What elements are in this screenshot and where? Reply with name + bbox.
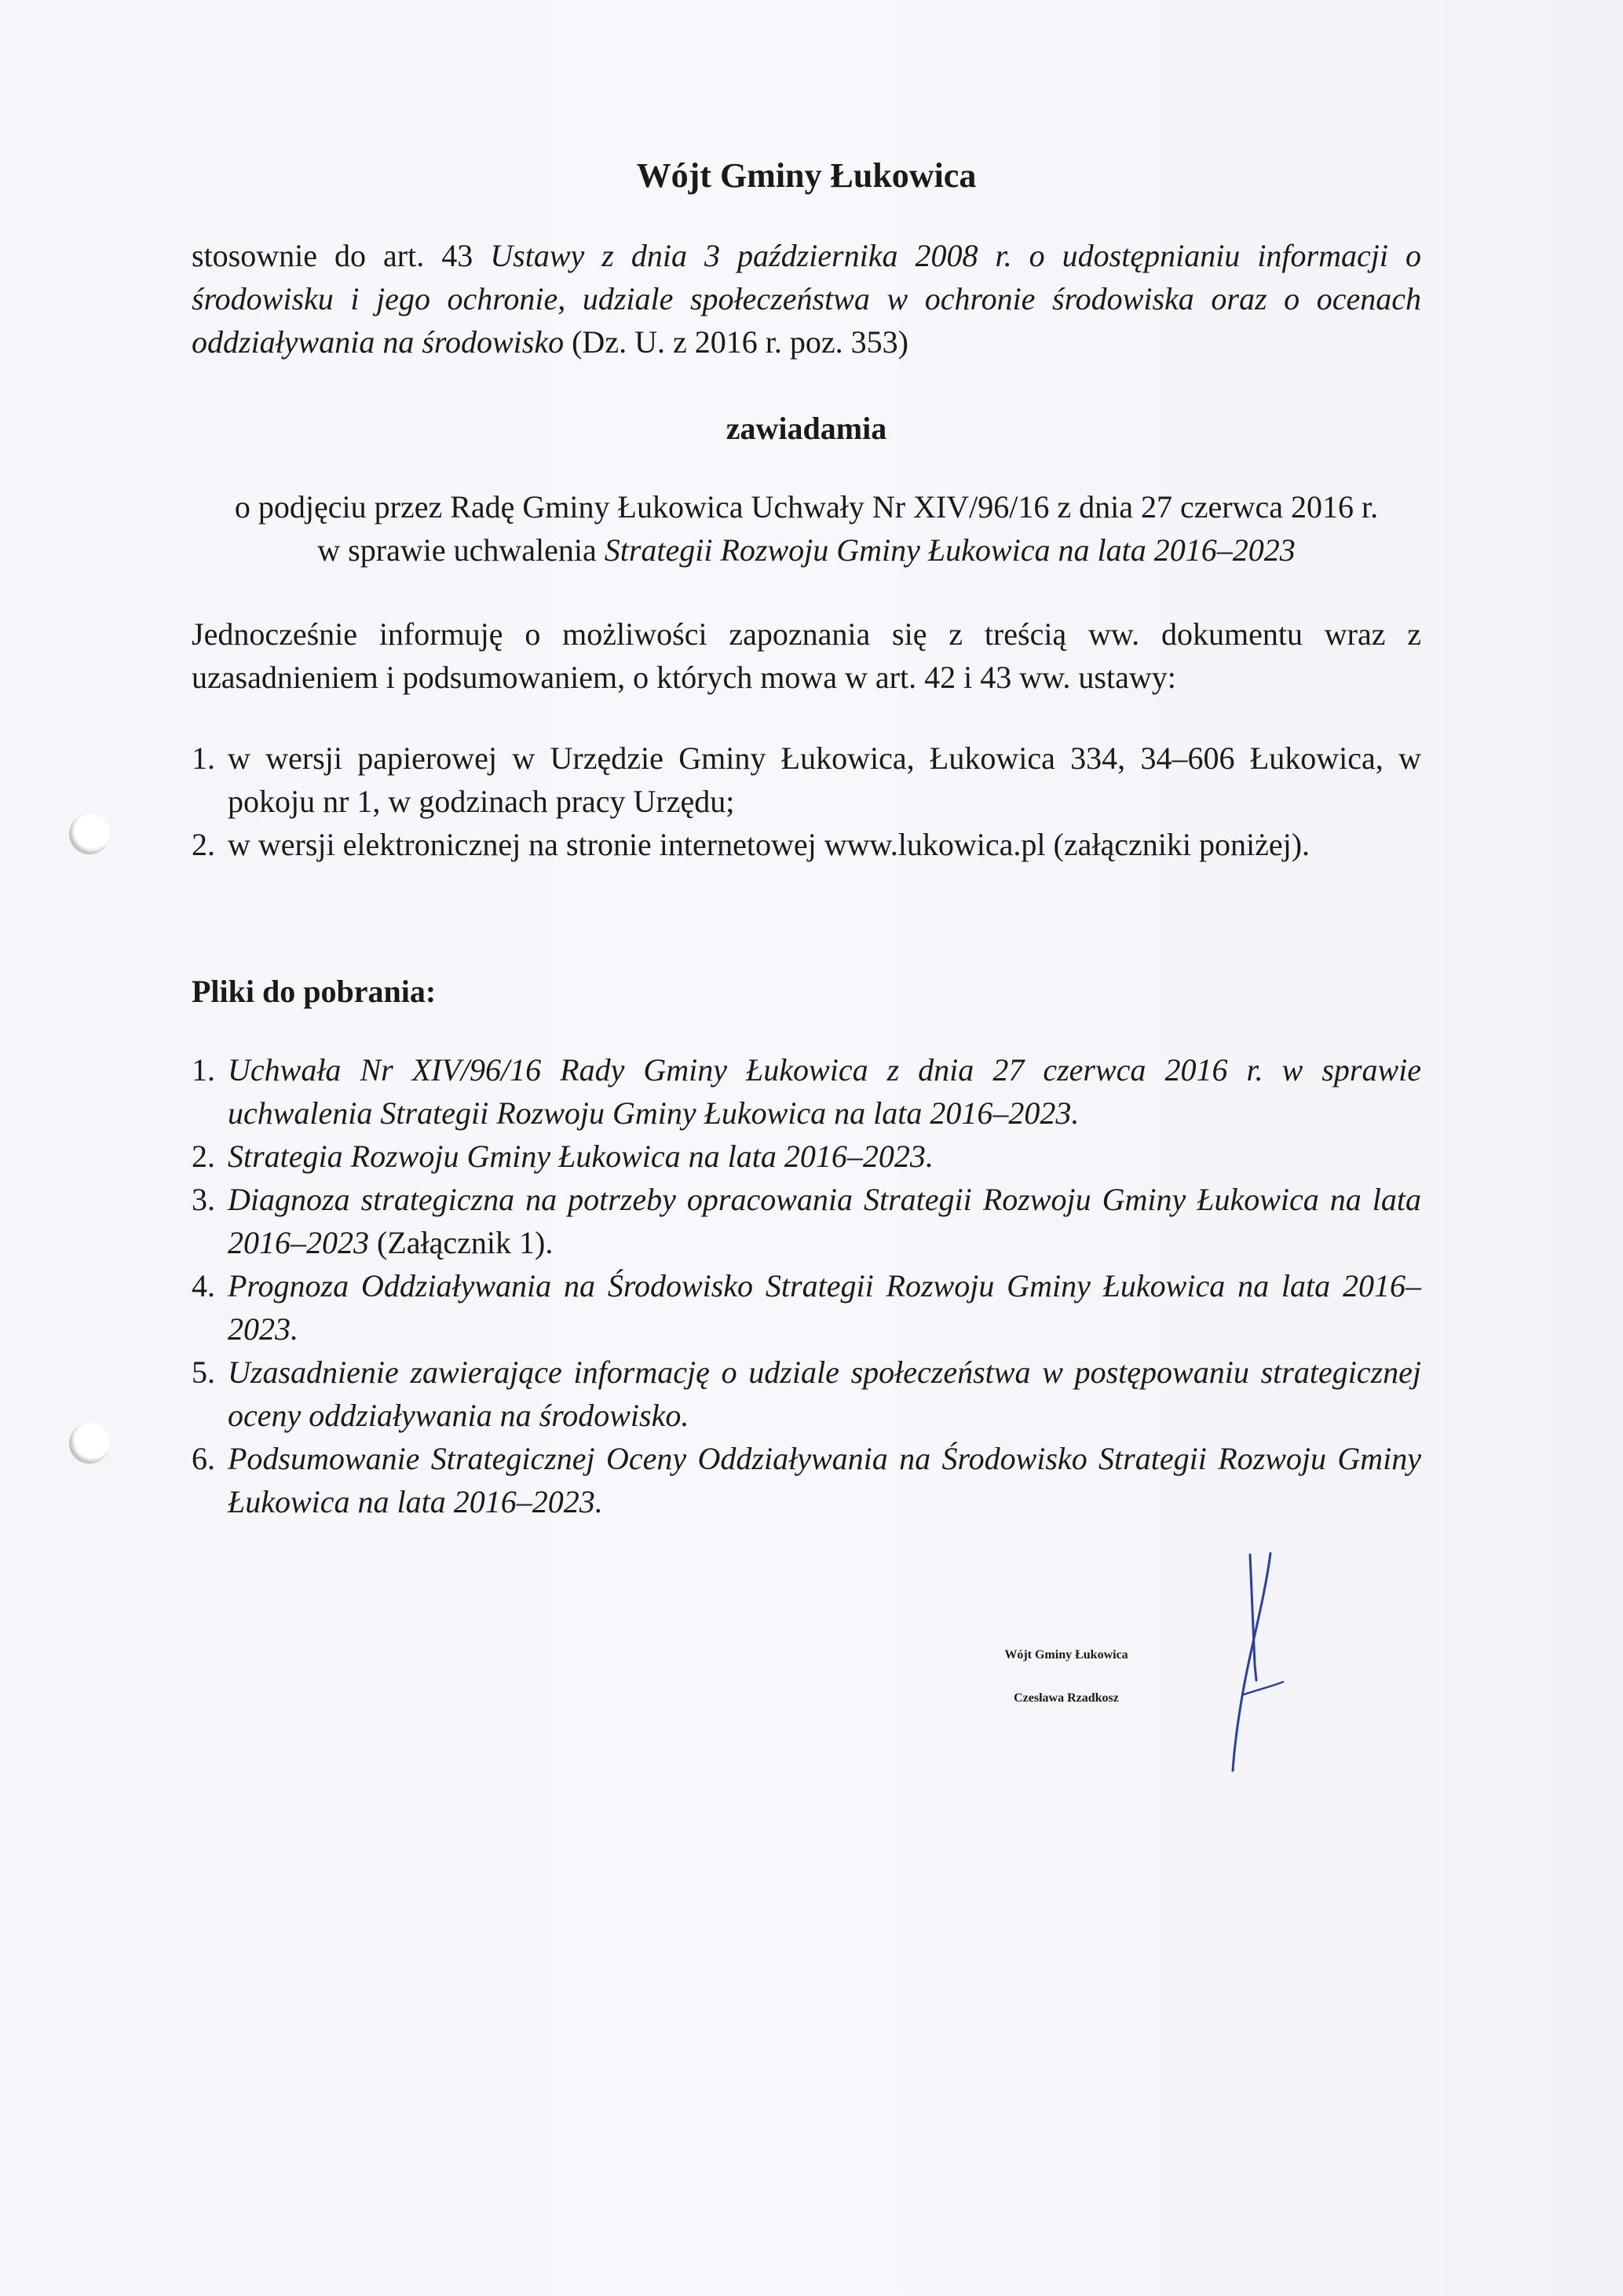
download-title: Uchwała Nr XIV/96/16 Rady Gminy Łukowica z dnia 27 czerwca 2016 r. w sprawie uchwalenia Strategii Rozwoju Gminy Łukowica na lata 2016–2023. (228, 1052, 1421, 1131)
signatory-name: Czesława Rzadkosz (1014, 1691, 1119, 1705)
download-item (192, 1178, 1421, 1264)
list-number: 5. (192, 1355, 215, 1390)
download-item (192, 1048, 1421, 1135)
punch-hole-top (69, 813, 110, 854)
act-title: Ustawy z dnia 3 października 2008 r. o udostępnianiu informacji o środowisku i jego ochronie, udziale społeczeństwa w ochronie środowiska oraz o ocenach oddziaływania na środowisko (192, 238, 1421, 360)
announcement-heading: zawiadamia (726, 411, 887, 446)
information-paragraph: Jednocześnie informuję o możliwości zapoznania się z treścią ww. dokumentu wraz z uzasadnieniem i podsumowaniem, o których mowa w art. 42 i 43 ww. ustawy: (192, 616, 1421, 695)
list-number: 1. (192, 740, 215, 776)
strategy-title: Strategii Rozwoju Gminy Łukowica na lata 2016–2023 (604, 532, 1296, 568)
legal-reference: (Dz. U. z 2016 r. poz. 353) (564, 324, 908, 360)
download-title: Diagnoza strategiczna na potrzeby opracowania Strategii Rozwoju Gminy Łukowica na lata 2016–2023 (228, 1182, 1421, 1260)
list-number: 1. (192, 1052, 215, 1088)
list-text: w wersji elektronicznej na stronie internetowej www.lukowica.pl (załączniki poniżej). (228, 827, 1310, 862)
legal-basis-paragraph (192, 234, 1421, 364)
download-title: Podsumowanie Strategicznej Oceny Oddziaływania na Środowisko Strategii Rozwoju Gminy Łukowica na lata 2016–2023. (228, 1441, 1421, 1519)
list-item (192, 737, 1421, 823)
resolution-line: o podjęciu przez Radę Gminy Łukowica Uchwały Nr XIV/96/16 z dnia 27 czerwca 2016 r. (234, 489, 1379, 525)
download-item (192, 1135, 1421, 1178)
list-text: w wersji papierowej w Urzędzie Gminy Łukowica, Łukowica 334, 34–606 Łukowica, w pokoju nr 1, w godzinach pracy Urzędu; (228, 740, 1421, 819)
download-title: Strategia Rozwoju Gminy Łukowica na lata 2016–2023. (228, 1139, 934, 1174)
punch-hole-bottom (69, 1423, 110, 1464)
list-number: 3. (192, 1182, 215, 1217)
download-item (192, 1264, 1421, 1351)
list-number: 4. (192, 1268, 215, 1303)
list-number: 6. (192, 1441, 215, 1476)
access-list (192, 737, 1421, 866)
list-item (192, 823, 1421, 866)
download-title: Prognoza Oddziaływania na Środowisko Strategii Rozwoju Gminy Łukowica na lata 2016–2023. (228, 1268, 1421, 1347)
signatory-role: Wójt Gminy Łukowica (1004, 1648, 1128, 1662)
download-title: Uzasadnienie zawierające informację o udziale społeczeństwa w postępowaniu strategicznej oceny oddziaływania na środowisko. (228, 1355, 1421, 1433)
download-item (192, 1351, 1421, 1437)
download-item (192, 1437, 1421, 1523)
download-note: (Załącznik 1). (369, 1225, 554, 1260)
matter-prefix: w sprawie uchwalenia (317, 532, 605, 568)
downloads-list (192, 1048, 1421, 1523)
page-title: Wójt Gminy Łukowica (636, 156, 977, 195)
resolution-subject (192, 485, 1421, 572)
downloads-heading: Pliki do pobrania: (192, 974, 437, 1009)
list-number: 2. (192, 827, 215, 862)
handwritten-signature (1201, 1547, 1288, 1775)
legal-basis-text: stosownie do art. 43 (192, 238, 491, 273)
resolution-matter (192, 528, 1421, 572)
list-number: 2. (192, 1139, 215, 1174)
